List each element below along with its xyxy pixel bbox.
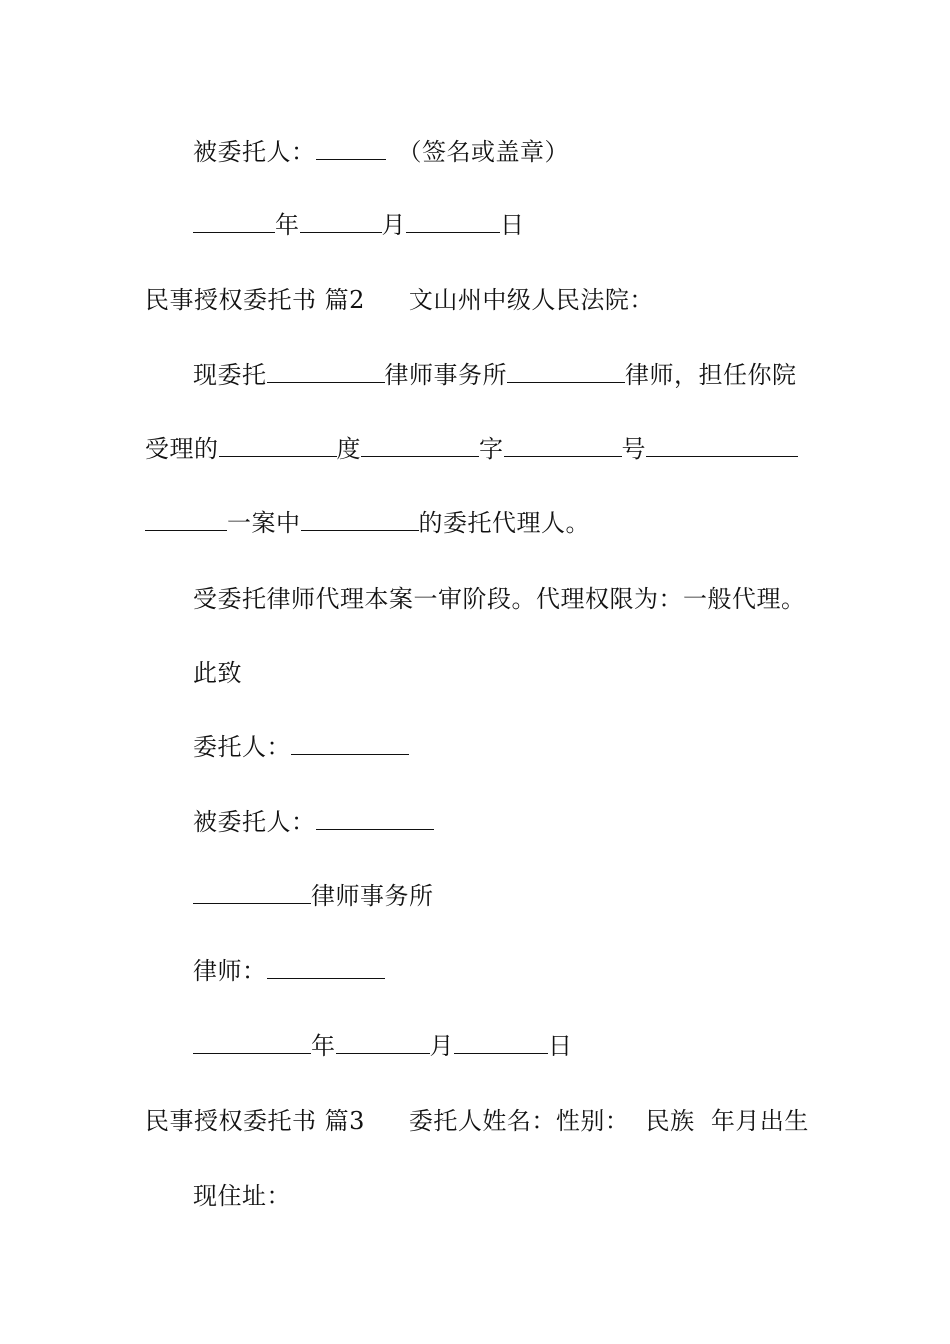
firm-label: 律师事务所 — [384, 361, 507, 389]
salutation: 此致 — [193, 659, 242, 687]
day-blank-2 — [454, 1031, 548, 1054]
party-blank — [301, 508, 419, 531]
year-label: 年 — [275, 211, 300, 239]
line-case-number — [145, 434, 798, 464]
section-heading: 民事授权委托书 篇2 — [145, 286, 365, 314]
day-label: 日 — [500, 211, 525, 239]
principal-fields: 委托人姓名：性别： 民族 年月出生 — [408, 1107, 809, 1135]
section-heading-3: 民事授权委托书 篇3 — [145, 1107, 365, 1135]
firm-name-blank — [193, 881, 311, 904]
zi-label: 字 — [479, 435, 504, 463]
line-trustee-sign — [193, 137, 569, 167]
lawyer-name-blank — [267, 956, 385, 979]
trustee-blank — [316, 137, 386, 160]
month-label: 月 — [381, 211, 406, 239]
zi-blank — [361, 434, 479, 457]
address-label: 现住址： — [193, 1182, 291, 1210]
trustee-label: 被委托人： — [193, 138, 316, 166]
case-blank — [646, 434, 798, 457]
month-label-2: 月 — [429, 1032, 454, 1060]
trustee-blank-2 — [316, 807, 434, 830]
line-heading-3 — [145, 1106, 809, 1136]
line-trustee — [193, 807, 434, 837]
du-label: 度 — [336, 435, 361, 463]
lawyer-text: 律师，担任你院 — [625, 361, 797, 389]
lawyer-label: 律师： — [193, 957, 267, 985]
line-entrust — [193, 360, 797, 390]
line-date-2 — [193, 1031, 573, 1061]
accepted-text: 受理的 — [145, 435, 219, 463]
case-name-blank — [145, 508, 227, 531]
scope-text: 受委托律师代理本案一审阶段。代理权限为：一般代理。 — [193, 585, 806, 613]
firm-blank — [267, 360, 385, 383]
line-scope — [193, 584, 806, 614]
principal-label: 委托人： — [193, 733, 291, 761]
line-case-agent — [145, 508, 590, 538]
hao-label: 号 — [621, 435, 646, 463]
lawyer-blank — [507, 360, 625, 383]
line-heading-2 — [145, 285, 654, 315]
line-date-1 — [193, 210, 525, 240]
day-label-2: 日 — [548, 1032, 573, 1060]
line-address — [193, 1181, 291, 1211]
entrust-text: 现委托 — [193, 361, 267, 389]
principal-blank — [291, 732, 409, 755]
case-text: 一案中 — [227, 509, 301, 537]
year-blank — [193, 210, 275, 233]
year-blank-2 — [193, 1031, 311, 1054]
year-code-blank — [219, 434, 337, 457]
firm-suffix: 律师事务所 — [311, 882, 434, 910]
agent-text: 的委托代理人。 — [418, 509, 590, 537]
line-firm — [193, 881, 434, 911]
line-salutation — [193, 658, 242, 688]
addressee: 文山州中级人民法院： — [408, 286, 654, 314]
month-blank-2 — [336, 1031, 430, 1054]
month-blank — [300, 210, 382, 233]
year-label-2: 年 — [311, 1032, 336, 1060]
line-principal — [193, 732, 409, 762]
hao-blank — [504, 434, 622, 457]
trustee-label-2: 被委托人： — [193, 808, 316, 836]
day-blank — [406, 210, 500, 233]
line-lawyer — [193, 956, 385, 986]
sign-note: （签名或盖章） — [397, 138, 569, 166]
